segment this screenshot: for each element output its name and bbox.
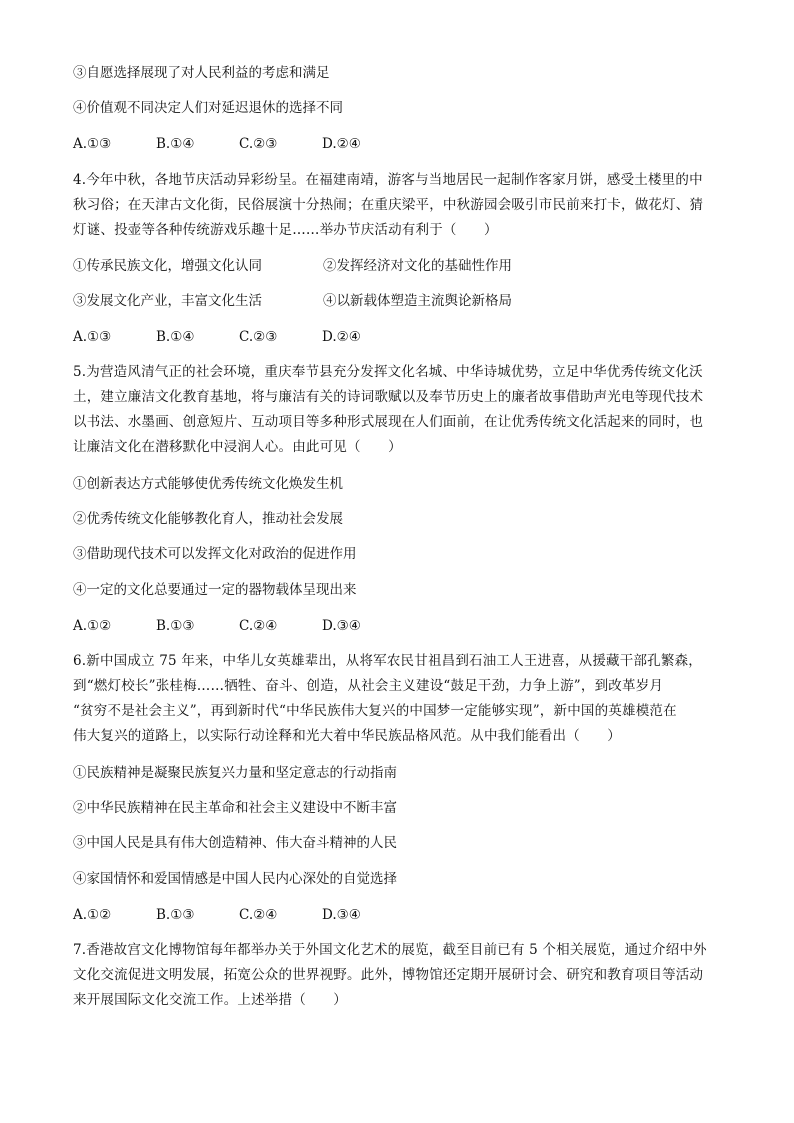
q6-statement-1: ①民族精神是凝聚民族复兴力量和坚定意志的行动指南 <box>73 765 397 781</box>
q6-statement-2: ②中华民族精神在民主革命和社会主义建设中不断丰富 <box>73 800 397 816</box>
q5-option-a: A.①② <box>73 618 112 634</box>
q4-options <box>73 328 723 346</box>
q4-statement-4: ④以新载体塑造主流舆论新格局 <box>323 293 512 309</box>
q4-option-c: C.②③ <box>239 329 278 345</box>
q6-options <box>73 906 723 924</box>
q4-statement-3: ③发展文化产业，丰富文化生活 <box>73 293 262 309</box>
q3-option-b: B.①④ <box>156 136 195 152</box>
q5-option-c: C.②④ <box>239 618 278 634</box>
q5-option-b: B.①③ <box>156 618 195 634</box>
q4-option-b: B.①④ <box>156 329 195 345</box>
q4-statements-row-1 <box>73 257 723 275</box>
q6-stem-line-3: “贫穷不是社会主义”，再到新时代“中华民族伟大复兴的中国梦一定能够实现”，新中国的英雄模范在 <box>73 703 677 719</box>
q6-option-a: A.①② <box>73 907 112 923</box>
q4-stem-line-1: 4.今年中秋，各地节庆活动异彩纷呈。在福建南靖，游客与当地居民一起制作客家月饼，感受土楼里的中 <box>73 172 703 188</box>
q4-stem-line-2: 秋习俗；在天津古文化街，民俗展演十分热闹；在重庆梁平，中秋游园会吸引市民前来打卡，做花灯、猜 <box>73 197 704 213</box>
q6-statement-4: ④家国情怀和爱国情感是中国人民内心深处的自觉选择 <box>73 871 397 887</box>
q5-stem-line-2: 土，建立廉洁文化教育基地，将与廉洁有关的诗词歌赋以及奉节历史上的廉者故事借助声光电等现代技术 <box>73 389 704 405</box>
q6-stem-line-4: 伟大复兴的道路上，以实际行动诠释和光大着中华民族品格风范。从中我们能看出（ ） <box>73 728 621 744</box>
q5-stem-line-1: 5.为营造风清气正的社会环境，重庆奉节县充分发挥文化名城、中华诗城优势，立足中华优秀传统文化沃 <box>73 364 703 380</box>
q4-statements-row-2 <box>73 292 723 310</box>
q5-statement-2: ②优秀传统文化能够教化育人，推动社会发展 <box>73 511 343 527</box>
q5-statement-4: ④一定的文化总要通过一定的器物载体呈现出来 <box>73 582 357 598</box>
q5-option-d: D.③④ <box>322 618 361 634</box>
q6-stem-line-1: 6.新中国成立 75 年来，中华儿女英雄辈出，从将军农民甘祖昌到石油工人王进喜，从援藏干部孔繁森， <box>73 653 702 669</box>
q4-statement-1: ①传承民族文化，增强文化认同 <box>73 258 262 274</box>
q5-statement-3: ③借助现代技术可以发挥文化对政治的促进作用 <box>73 546 357 562</box>
q3-option-c: C.②③ <box>239 136 278 152</box>
q5-stem-line-3: 以书法、水墨画、创意短片、互动项目等多种形式展现在人们面前，在让优秀传统文化活起来的同时，也 <box>73 414 704 430</box>
q5-options <box>73 617 723 635</box>
q3-statement-4: ④价值观不同决定人们对延迟退休的选择不同 <box>73 100 343 116</box>
q3-option-d: D.②④ <box>322 136 361 152</box>
q3-statement-3: ③自愿选择展现了对人民利益的考虑和满足 <box>73 65 330 81</box>
q3-options <box>73 135 723 153</box>
q5-stem-line-4: 让廉洁文化在潜移默化中浸润人心。由此可见（ ） <box>73 439 402 455</box>
q7-stem-line-3: 来开展国际文化交流工作。上述举措（ ） <box>73 992 347 1008</box>
q6-stem-line-2: 到“燃灯校长”张桂梅……牺牲、奋斗、创造，从社会主义建设“鼓足干劲，力争上游”，到改革岁月 <box>73 678 664 694</box>
q6-option-c: C.②④ <box>239 907 278 923</box>
q6-option-d: D.③④ <box>322 907 361 923</box>
q4-statement-2: ②发挥经济对文化的基础性作用 <box>323 258 512 274</box>
q4-option-d: D.②④ <box>322 329 361 345</box>
q5-statement-1: ①创新表达方式能够使优秀传统文化焕发生机 <box>73 476 343 492</box>
q4-option-a: A.①③ <box>73 329 112 345</box>
q7-stem-line-1: 7.香港故宫文化博物馆每年都举办关于外国文化艺术的展览，截至目前已有 5 个相关展览，通过介绍中外 <box>73 942 707 958</box>
q4-stem-line-3: 灯谜、投壶等各种传统游戏乐趣十足……举办节庆活动有利于（ ） <box>73 222 498 238</box>
q7-stem-line-2: 文化交流促进文明发展，拓宽公众的世界视野。此外，博物馆还定期开展研讨会、研究和教育项目等活动 <box>73 967 704 983</box>
q3-option-a: A.①③ <box>73 136 112 152</box>
q6-statement-3: ③中国人民是具有伟大创造精神、伟大奋斗精神的人民 <box>73 835 397 851</box>
q6-option-b: B.①③ <box>156 907 195 923</box>
